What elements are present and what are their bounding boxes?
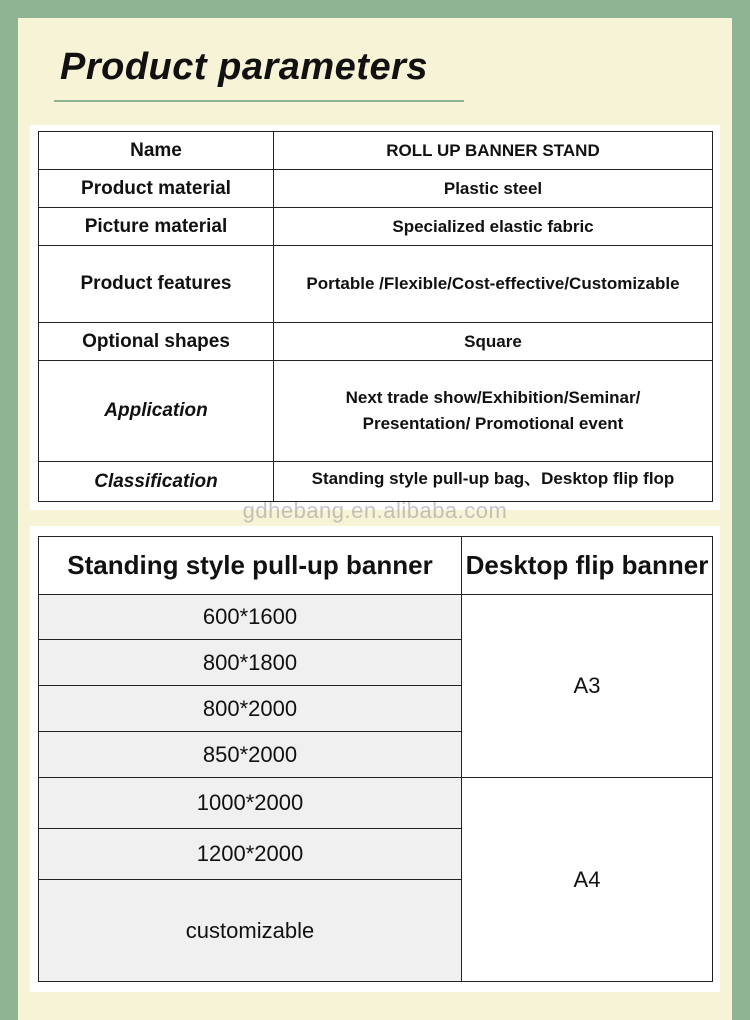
- table-row: [39, 208, 713, 246]
- table-header-row: [39, 537, 713, 595]
- table-row: [39, 595, 713, 640]
- flip-size-cell: A4: [462, 778, 713, 982]
- param-key: Product material: [39, 170, 274, 208]
- param-value: ROLL UP BANNER STAND: [274, 132, 713, 170]
- size-cell: 800*1800: [39, 640, 462, 686]
- column-header: Standing style pull-up banner: [39, 537, 462, 595]
- table-row: [39, 323, 713, 361]
- sizes-card: [30, 526, 720, 992]
- param-value: Square: [274, 323, 713, 361]
- param-key: Name: [39, 132, 274, 170]
- table-row: [39, 778, 713, 829]
- flip-size-cell: A3: [462, 595, 713, 778]
- title-underline: [54, 100, 464, 102]
- column-header: Desktop flip banner: [462, 537, 713, 595]
- parameters-table: [38, 131, 713, 502]
- param-key: Picture material: [39, 208, 274, 246]
- param-key: Classification: [39, 462, 274, 502]
- table-row: [39, 170, 713, 208]
- page-title: Product parameters: [60, 46, 429, 88]
- size-cell: 1000*2000: [39, 778, 462, 829]
- param-value: Plastic steel: [274, 170, 713, 208]
- size-cell: 1200*2000: [39, 829, 462, 880]
- sizes-table: [38, 536, 713, 982]
- size-cell: 850*2000: [39, 732, 462, 778]
- table-row: [39, 132, 713, 170]
- table-row: [39, 246, 713, 323]
- size-cell: customizable: [39, 880, 462, 982]
- size-cell: 600*1600: [39, 595, 462, 640]
- parameters-card: [30, 125, 720, 510]
- param-value: [274, 361, 713, 462]
- param-value: Portable /Flexible/Cost-effective/Customizable: [274, 246, 713, 323]
- table-row: [39, 361, 713, 462]
- table-row: [39, 462, 713, 502]
- param-value: Specialized elastic fabric: [274, 208, 713, 246]
- param-key: Product features: [39, 246, 274, 323]
- param-value: Standing style pull-up bag、Desktop flip flop: [274, 462, 713, 502]
- size-cell: 800*2000: [39, 686, 462, 732]
- param-value-line: Presentation/ Promotional event: [362, 414, 624, 433]
- param-value-line: Next trade show/Exhibition/Seminar/: [345, 388, 641, 407]
- param-key: Application: [39, 361, 274, 462]
- watermark: gdhebang.en.alibaba.com: [242, 498, 508, 523]
- param-key: Optional shapes: [39, 323, 274, 361]
